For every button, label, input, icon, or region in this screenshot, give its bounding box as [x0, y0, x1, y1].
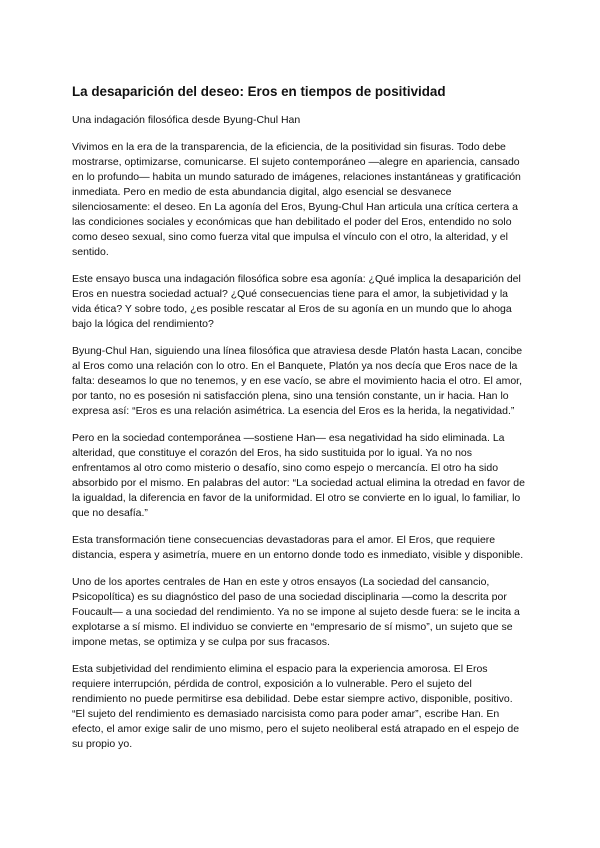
paragraph-7: Esta subjetividad del rendimiento elimina el espacio para la experiencia amorosa. El Eros requiere interrupción, pérdida de control, exposición a lo vulnerable. Pero el sujeto del rendimiento no puede permitirse esa debilidad. Debe estar siempre activo, disponible, positivo. “El sujeto del rendimiento es demasiado narcisista como para poder amar”, escribe Han. En efecto, el amor exige salir de uno mismo, pero el sujeto neoliberal está atrapado en el espejo de su propio yo.: [72, 663, 520, 750]
paragraph-4: Pero en la sociedad contemporánea —sostiene Han— esa negatividad ha sido eliminada. La alteridad, que constituye el corazón del Eros, ha sido sustituida por lo igual. Ya no nos enfrentamos al otro como misterio o desafío, sino como espejo o mercancía. El otro ha sido absorbido por el mismo. En palabras del autor: “La sociedad actual elimina la otredad en favor de la igualdad, la diferencia en favor de la uniformidad. El otro se convierte en lo igual, lo familiar, lo que no desafía.”: [72, 432, 525, 519]
paragraph-2: Este ensayo busca una indagación filosófica sobre esa agonía: ¿Qué implica la desaparición del Eros en nuestra sociedad actual? ¿Qué consecuencias tiene para el amor, la subjetividad y la vida ética? Y sobre todo, ¿es posible rescatar al Eros de su agonía en un mundo que lo ahoga bajo la lógica del rendimiento?: [72, 273, 521, 330]
paragraph-5: Esta transformación tiene consecuencias devastadoras para el amor. El Eros, que requiere distancia, espera y asimetría, muere en un entorno donde todo es inmediato, visible y disponible.: [72, 534, 524, 561]
paragraph-3: Byung-Chul Han, siguiendo una línea filosófica que atraviesa desde Platón hasta Lacan, concibe al Eros como una relación con lo otro. En el Banquete, Platón ya nos decía que Eros nace de la falta: deseamos lo que no tenemos, y en ese vacío, se abre el movimiento hacia el otro. El amor, por tanto, no es posesión ni satisfacción plena, sino una tensión constante, un ir hacia. Han lo expresa así: “Eros es una relación asimétrica. La esencia del Eros es la herida, la negatividad.”: [72, 345, 523, 417]
document-subtitle: Una indagación filosófica desde Byung-Chul Han: [72, 114, 301, 126]
document-title: La desaparición del deseo: Eros en tiempos de positividad: [72, 84, 446, 99]
paragraph-1: Vivimos en la era de la transparencia, de la eficiencia, de la positividad sin fisuras. Todo debe mostrarse, optimizarse, comunicarse. El sujeto contemporáneo —alegre en apariencia, cansado en lo profundo— habita un mundo saturado de imágenes, relaciones instantáneas y gratificación inmediata. Pero en medio de esta abundancia digital, algo esencial se desvanece silenciosamente: el deseo. En La agonía del Eros, Byung-Chul Han articula una crítica certera a las condiciones sociales y económicas que han debilitado el poder del Eros, entendido no solo como deseo sexual, sino como fuerza vital que impulsa el vínculo con el otro, la alteridad, y el sentido.: [72, 141, 521, 258]
document-page: [72, 82, 528, 764]
paragraph-6: Uno de los aportes centrales de Han en este y otros ensayos (La sociedad del cansancio, Psicopolítica) es su diagnóstico del paso de una sociedad disciplinaria —como la descrita por Foucault— a una sociedad del rendimiento. Ya no se impone al sujeto desde fuera: se le incita a explotarse a sí mismo. El individuo se convierte en “empresario de sí mismo”, un sujeto que se impone metas, se optimiza y se culpa por sus fracasos.: [72, 576, 520, 648]
